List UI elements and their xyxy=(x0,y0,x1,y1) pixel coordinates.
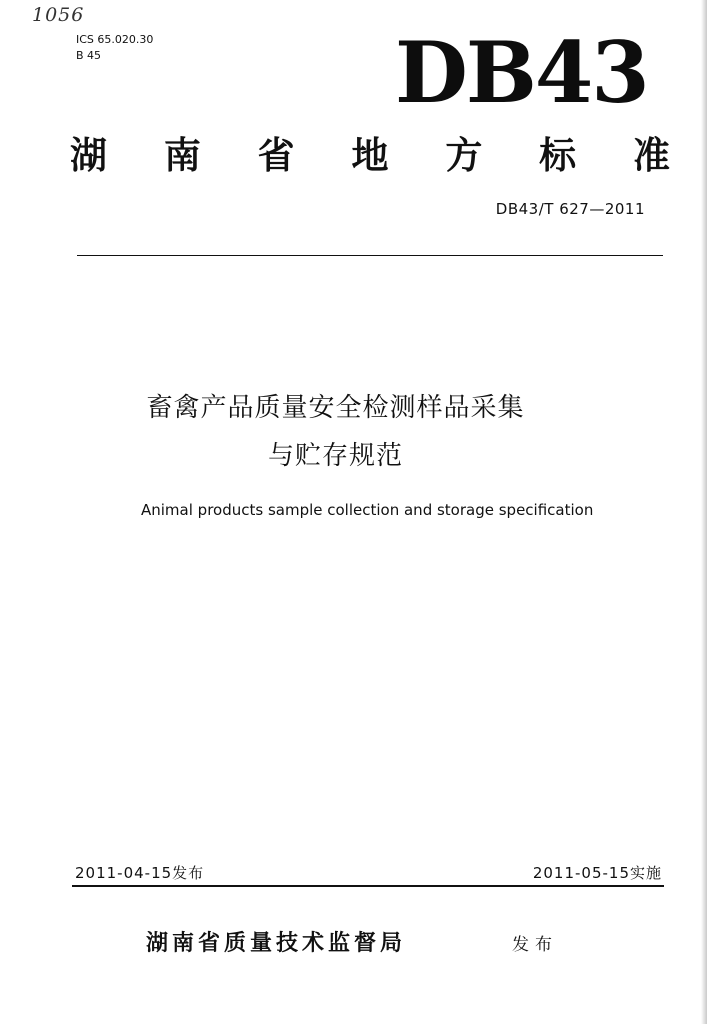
issue-date: 2011-04-15发布 xyxy=(75,864,205,882)
title-cn-line1: 畜禽产品质量安全检测样品采集 xyxy=(146,393,525,423)
org-title-char: 方 xyxy=(445,133,483,177)
bottom-divider xyxy=(72,885,664,887)
org-title-char: 准 xyxy=(632,133,670,177)
standard-number: DB43/T 627—2011 xyxy=(495,200,645,218)
ccs-code: B 45 xyxy=(76,49,102,62)
title-en: Animal products sample collection and storage specification xyxy=(141,501,594,519)
standard-code-logo: DB43 xyxy=(395,23,648,122)
issuer-suffix: 发布 xyxy=(512,935,558,955)
organization-title xyxy=(70,130,670,180)
classification-block xyxy=(76,32,153,64)
org-title-char: 地 xyxy=(351,133,389,177)
org-title-char: 标 xyxy=(539,133,577,177)
org-title-char: 省 xyxy=(257,133,295,177)
issuer-name: 湖南省质量技术监督局 xyxy=(146,930,407,956)
org-title-char: 湖 xyxy=(70,133,107,177)
implementation-date: 2011-05-15实施 xyxy=(532,864,662,882)
ics-code: ICS 65.020.30 xyxy=(76,33,154,46)
title-cn-line2: 与贮存规范 xyxy=(267,441,403,471)
handwritten-note: 1056 xyxy=(32,4,85,26)
org-title-char: 南 xyxy=(163,133,201,177)
page-edge-shadow xyxy=(701,0,707,1024)
top-divider xyxy=(77,255,663,256)
